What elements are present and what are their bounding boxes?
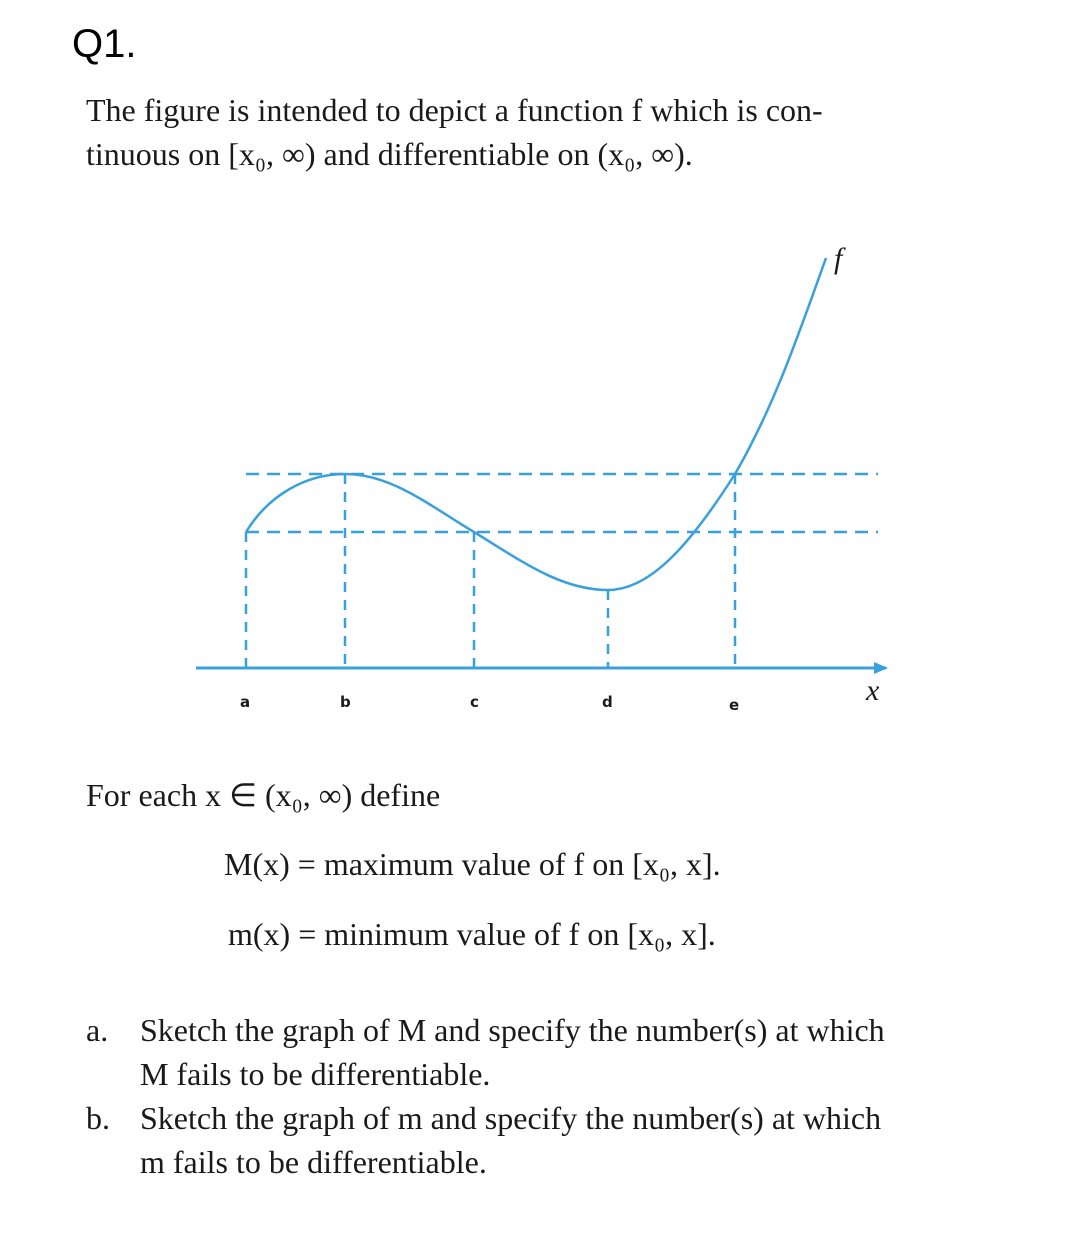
tick-label-e: e (729, 696, 740, 714)
tick-label-c: c (470, 693, 479, 711)
part-b-line-1: Sketch the graph of m and specify the number(s) at which (140, 1100, 882, 1136)
part-b-line-2: m fails to be differentiable. (140, 1144, 487, 1180)
tick-label-a: a (240, 693, 251, 711)
question-number: Q1. (72, 22, 137, 66)
formula-m: m(x) = minimum value of f on [x₀, x]. (228, 916, 716, 952)
tick-label-b: b (340, 693, 351, 711)
part-b-tag: b. (86, 1100, 110, 1136)
curve-label: f (834, 242, 843, 275)
part-a-tag: a. (86, 1012, 109, 1048)
formula-M: M(x) = maximum value of f on [x₀, x]. (224, 846, 721, 882)
part-a-line-2: M fails to be differentiable. (140, 1056, 491, 1092)
part-a (86, 1008, 1016, 1096)
axis-label-x: x (866, 674, 880, 707)
statement-line-1: The figure is intended to depict a function f which is con- (86, 92, 823, 128)
definition-intro: For each x ∈ (x₀, ∞) define (86, 777, 441, 813)
statement-line-2: tinuous on [x₀, ∞) and differentiable on (x₀, ∞). (86, 136, 693, 172)
tick-label-d: d (602, 693, 613, 711)
part-b (86, 1096, 1016, 1184)
part-a-line-1: Sketch the graph of M and specify the number(s) at which (140, 1012, 885, 1048)
function-curve (246, 258, 826, 590)
